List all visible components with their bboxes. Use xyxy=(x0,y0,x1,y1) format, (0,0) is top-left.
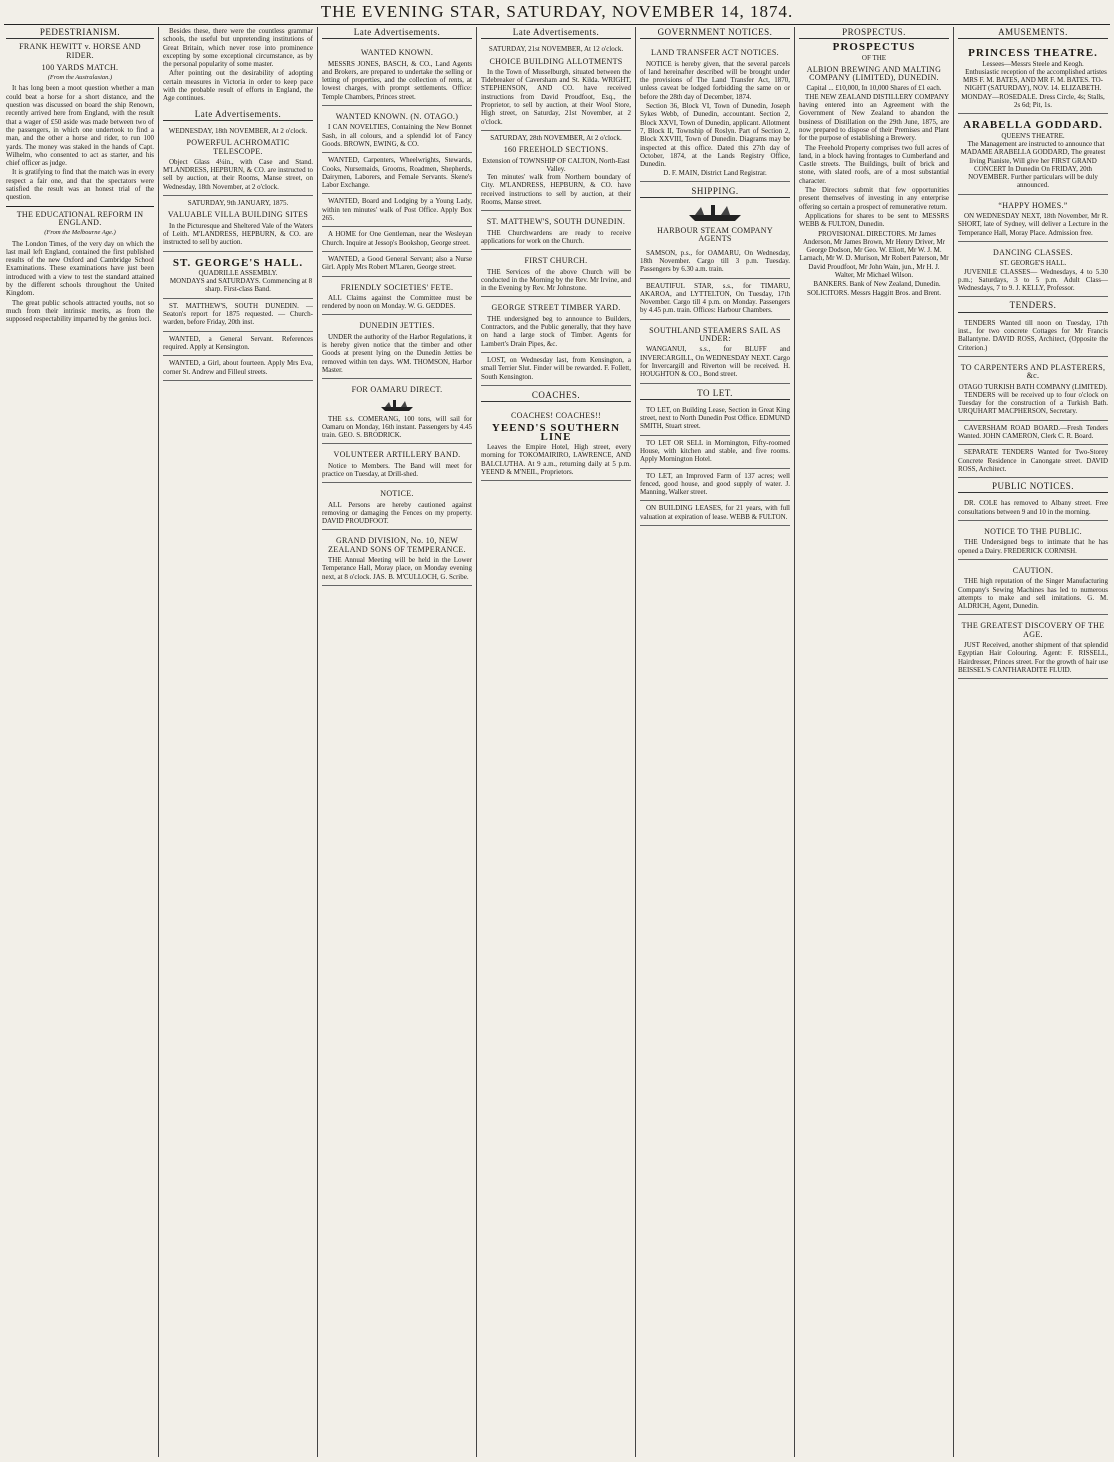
ad-body: UNDER the authority of the Harbor Regulations, it is hereby given notice that the timber and other Goods at present lying on the Dunedin Jetties be removed within ten days. WM. THOMSON, Harbor Master. xyxy=(322,332,472,374)
ad-title: GEORGE STREET TIMBER YARD. xyxy=(491,303,621,313)
ad-body: NOTICE is hereby given, that the several parcels of land hereinafter described will be brought under the provisions of The Land Transfer Act, 1870, unless caveat be lodged forbidding the same on or before the 28th day of December, 1874. xyxy=(640,59,790,101)
ad-body: TO LET, on Building Lease, Section in Great King street, next to North Dunedin Post Office. EDMUND SMITH, Stuart street. xyxy=(640,405,790,431)
advertisement xyxy=(958,316,1108,357)
directors-list: PROVISIONAL DIRECTORS. Mr James Anderson, Mr James Brown, Mr Henry Driver, Mr George Dodson, Mr Geo. W. Eliott, Mr W. J. M. Larnach, Mr W. D. Murison, Mr Robert Paterson, Mr David Proudfoot, Mr John Wain, jun., Mr H. J. Walter, Mr Michael Wilson. xyxy=(799,229,949,280)
ad-subtitle: Lessees—Messrs Steele and Keogh. xyxy=(982,59,1084,68)
ad-title: VOLUNTEER ARTILLERY BAND. xyxy=(333,450,461,460)
ad-title: “HAPPY HOMES.” xyxy=(998,200,1068,210)
ad-body: LOST, on Wednesday last, from Kensington, a small Terrier Slut. Finder will be rewarded. F. Follett, South Kensington. xyxy=(481,355,631,381)
section-heading: PROSPECTUS. xyxy=(799,27,949,39)
ad-title: WANTED KNOWN. xyxy=(360,48,434,58)
ad-body: Notice to Members. The Band will meet for practice on Tuesday, at Drill-shed. xyxy=(322,461,472,478)
advertisement xyxy=(640,501,790,526)
ad-title: PRINCESS THEATRE. xyxy=(968,47,1098,60)
advertisement xyxy=(640,279,790,320)
column-rule xyxy=(635,27,636,1457)
column-3 xyxy=(322,27,472,1457)
advertisement xyxy=(163,124,313,196)
ad-body: MESSRS JONES, BASCH, & CO., Land Agents and Brokers, are prepared to undertake the selling or letting of properties, and the collection of rents, at lowest charges, with prompt settlements. Office: Temple Chambers, Princes street. xyxy=(322,59,472,101)
advertisement xyxy=(958,114,1108,194)
advertisement xyxy=(958,42,1108,114)
advertisement xyxy=(481,42,631,131)
column-rule xyxy=(158,27,159,1457)
bankers-solicitors: BANKERS. Bank of New Zealand, Dunedin. SOLICITORS. Messrs Haggitt Bros. and Brent. xyxy=(806,280,942,297)
prospectus-of: OF THE xyxy=(861,53,887,62)
ad-body: WANTED, Carpenters, Wheelwrights, Stewards, Cooks, Nursemaids, Grooms, Roadmen, Shepherds, Dairymen, Laborers, and Female Servants. Skene's Labor Exchange. xyxy=(322,156,472,190)
advertisement xyxy=(481,405,631,481)
steamship-icon xyxy=(377,397,417,413)
ad-heading: SATURDAY, 9th JANUARY, 1875. xyxy=(187,199,289,208)
section-heading: GOVERNMENT NOTICES. xyxy=(640,27,790,39)
ad-title: FOR OAMARU DIRECT. xyxy=(351,385,443,395)
ad-title: NOTICE TO THE PUBLIC. xyxy=(984,527,1082,537)
advertisement xyxy=(640,42,790,181)
ad-body: Object Glass 4¼in., with Case and Stand. M'LANDRESS, HEPBURN, & CO. are instructed to sell by auction, at their Rooms, Manse street, on Wednesday, 18th November, at 2 o'clock. xyxy=(163,157,313,191)
column-2 xyxy=(163,27,313,1457)
advertisement xyxy=(322,106,472,153)
section-heading: AMUSEMENTS. xyxy=(958,27,1108,39)
ad-body: A HOME for One Gentleman, near the Wesleyan Church. Inquire at Jessop's Bookshop, George street. xyxy=(322,230,472,247)
ad-body: Leaves the Empire Hotel, High street, every morning for TOKOMAIRIRO, LAWRENCE, AND BALCLUTHA. At 9 a.m., returning daily at 5 p.m. YEEND & M'NEIL, Proprietors. xyxy=(481,442,631,476)
ad-body: THE Churchwardens are ready to receive applications for work on the Church. xyxy=(481,228,631,245)
ad-body: JUST Received, another shipment of that splendid Egyptian Hair Colouring. Agent: F. RISSELL, Hairdresser, Princes street. For the growth of hair use BEISSEL'S CANTHARADITE FLUID. xyxy=(958,641,1108,674)
ad-body: SEPARATE TENDERS Wanted for Two-Storey Concrete Residence in Canongate street. DAVID ROSS, Architect. xyxy=(958,448,1108,473)
advertisement xyxy=(163,252,313,299)
ad-body: THE s.s. COMERANG, 100 tons, will sail for Oamaru on Monday, 16th instant. Passengers by 4.45 train. GEO. S. BRODRICK. xyxy=(322,414,472,440)
ad-body: ST. MATTHEW'S, SOUTH DUNEDIN. — Seaton's report for 1875 requested. — Church-warden, before Friday, 20th inst. xyxy=(163,301,313,327)
ad-body: TO LET OR SELL in Mornington, Fifty-roomed House, with kitchen and stable, and five rooms. Apply Mornington Hotel. xyxy=(640,438,790,464)
section-heading: PEDESTRIANISM. xyxy=(6,27,154,39)
advertisement xyxy=(958,521,1108,560)
ad-title: GRAND DIVISION, No. 10, NEW ZEALAND SONS OF TEMPERANCE. xyxy=(328,536,466,554)
ad-body: The Management are instructed to announce that MADAME ARABELLA GODDARD, The greatest living Pianiste, Will give her FIRST GRAND CONCERT In Dunedin On FRIDAY, 20th NOVEMBER. Further particulars will be duly announced. xyxy=(960,139,1106,190)
ad-body: THE high reputation of the Singer Manufacturing Company's Sewing Machines has led to numerous attempts to make and sell imitations. G. M. ALDRICH, Agent, Dunedin. xyxy=(958,577,1108,611)
prospectus-paragraph: Applications for shares to be sent to MESSRS WEBB & FULTON, Dunedin. xyxy=(799,211,949,229)
advertisement xyxy=(958,445,1108,478)
ad-title: 160 FREEHOLD SECTIONS. xyxy=(503,145,609,155)
ad-title: HARBOUR STEAM COMPANY AGENTS xyxy=(657,226,773,244)
advertisement xyxy=(322,444,472,483)
ad-body: Section 36, Block VI, Town of Dunedin, Joseph Sykes Webb, of Dunedin, accountant. Section 2, Block XXVI, Town of Dunedin, applicant. Allotment 7, Block II, Township of Roslyn. Part of Section 2, Block XXVIII, Town of Dunedin. Diagrams may be inspected at this office. Dated this 27th day of October, 1874, at the Lands Registry Office, Dunedin. xyxy=(640,102,790,169)
advertisement xyxy=(958,357,1108,421)
ad-title: NOTICE. xyxy=(380,489,414,499)
ad-title: ARABELLA GODDARD. xyxy=(963,119,1103,132)
article-paragraph: After pointing out the desirability of adopting certain measures in Victoria in order to keep pace with the probable result of efforts in England, the Age continues. xyxy=(163,69,313,103)
company-name: ALBION BREWING AND MALTING COMPANY (LIMITED), DUNEDIN. xyxy=(806,64,942,83)
advertisement xyxy=(322,530,472,585)
article-subtitle: 100 YARDS MATCH. xyxy=(41,62,119,72)
ad-body: TENDERS Wanted till noon on Tuesday, 17th inst., for two concrete Cottages for Mr Francis Ballantyne. DAVID ROSS, Architect, (Opposite the Criterion.) xyxy=(958,318,1108,352)
ad-body: THE undersigned beg to announce to Builders, Contractors, and the Public generally, that they have on hand a large stock of Timber. Agents for Lambert's Drain Pipes, &c. xyxy=(481,314,631,348)
ad-body: ON WEDNESDAY NEXT, 18th November, Mr R. SHORT, late of Sydney, will deliver a Lecture in the Temperance Hall, Moray Place. Admission free. xyxy=(958,212,1108,237)
ad-subtitle: QUEEN'S THEATRE. xyxy=(1001,131,1065,140)
section-heading: Late Advertisements. xyxy=(322,27,472,39)
ad-body: BEAUTIFUL STAR, s.s., for TIMARU, AKAROA, and LYTTELTON, On Tuesday, 17th November. Cargo till 4 p.m. on Monday. Passengers by 4.45 p.m. train. Offices: Harbour Chambers. xyxy=(640,281,790,315)
advertisement xyxy=(958,195,1108,242)
article-paragraph: The London Times, of the very day on which the last mail left England, contained the first published results of the new Oxford and Cambridge School Examinations. These examinations have just been introduced with a view to test the standard attained by the different schools throughout the United Kingdom. xyxy=(6,239,154,298)
advertisement xyxy=(640,403,790,436)
ad-body: WANTED, a Girl, about fourteen. Apply Mrs Eva, corner St. Andrew and Filleul streets. xyxy=(163,359,313,376)
ad-body: WANTED, a General Servant. References required. Apply at Kensington. xyxy=(163,334,313,351)
prospectus-paragraph: The Freehold Property comprises two full acres of land, in a block having frontages to Cumberland and Castle streets. The Buildings, built of brick and stone, with slated roofs, are of a most substantial character. xyxy=(799,143,949,185)
ad-title: ST. GEORGE'S HALL. xyxy=(172,256,304,269)
ad-title: THE GREATEST DISCOVERY OF THE AGE. xyxy=(961,621,1105,639)
prospectus-title: PROSPECTUS xyxy=(832,41,916,54)
advertisement xyxy=(481,250,631,297)
ad-heading: SATURDAY, 28th NOVEMBER, At 2 o'clock. xyxy=(490,133,622,142)
ad-body: ALL Persons are hereby cautioned against removing or damaging the Fences on my property. DAVID PROUDFOOT. xyxy=(322,500,472,526)
advertisement xyxy=(958,242,1108,297)
ad-title: FIRST CHURCH. xyxy=(524,256,588,266)
ad-title: ST. MATTHEW'S, SOUTH DUNEDIN. xyxy=(486,217,626,227)
article-source: (From the Melbourne Age.) xyxy=(44,229,116,237)
advertisement xyxy=(163,196,313,251)
ad-body: In the Town of Musselburgh, situated between the Tidebreaker of Caversham and St. Kilda. WRIGHT, STEPHENSON, AND CO. have received instructions from David Proudfoot, Esq., the Proprietor, to sell by auction, at their Wool Store, High street, on Saturday, 21st November, at 2 o'clock. xyxy=(481,67,631,126)
ad-title: YEEND'S SOUTHERN LINE xyxy=(491,422,621,443)
article-paragraph: Besides these, there were the countless grammar schools, the useful but unpretending institutions of Great Britain, which never rose into prominence excepting by some exceptional circumstance, as by the personal popularity of some master. xyxy=(163,27,313,69)
ad-body: MONDAYS and SATURDAYS. Commencing at 8 sharp. First-class Band. xyxy=(169,277,313,294)
article-paragraph: It has long been a moot question whether a man could beat a horse for a short distance, and the question was discussed on board the ship Renown, recently arrived here from England, with the result that a wager of £50 aside was made between two of the passengers, in which one undertook to find a man, and the other a horse and rider, to run 100 yards. The money was staked in the hands of Capt. Wilhelm, who consented to act as starter, and his chief officer as judge. xyxy=(6,84,154,168)
ad-body: ON BUILDING LEASES, for 21 years, with full valuation at expiration of lease. WEBB & FULTON. xyxy=(640,504,790,521)
ad-body: In the Picturesque and Sheltered Vale of the Waters of Leith. M'LANDRESS, HEPBURN, & CO. are instructed to sell by auction. xyxy=(163,221,313,247)
advertisement xyxy=(163,356,313,381)
section-heading: Late Advertisements. xyxy=(163,109,313,121)
divider xyxy=(6,206,154,207)
ad-subtitle: ST. GEORGE'S HALL. xyxy=(999,259,1067,268)
masthead: THE EVENING STAR, SATURDAY, NOVEMBER 14, 1874. xyxy=(320,2,794,21)
ad-title: DUNEDIN JETTIES. xyxy=(359,321,435,331)
advertisement xyxy=(322,227,472,252)
advertisement xyxy=(958,421,1108,446)
article-paragraph: The great public schools attracted youths, not so much from their intrinsic merits, as from the supposed respectability imparted by the genius loci. xyxy=(6,298,154,324)
article-title: THE EDUCATIONAL REFORM IN ENGLAND. xyxy=(16,209,144,227)
advertisement xyxy=(640,469,790,502)
advertisement xyxy=(322,379,472,444)
ad-body: DR. COLE has removed to Albany street. Free consultations between 9 and 10 in the morning. xyxy=(958,499,1108,516)
advertisement xyxy=(640,436,790,469)
ad-signature: D. F. MAIN, District Land Registrar. xyxy=(663,169,767,178)
ad-body: WANTED, a Good General Servant; also a Nurse Girl. Apply Mrs Robert M'Laren, George street. xyxy=(322,254,472,272)
ad-title: CHOICE BUILDING ALLOTMENTS xyxy=(489,56,623,66)
ad-body: SAMSON, p.s., for OAMARU, On Wednesday, 18th November. Cargo till 3 p.m. Tuesday. Passengers by 6.30 a.m. train. xyxy=(640,248,790,274)
ad-body: WANTED, Board and Lodging by a Young Lady, within ten minutes' walk of Post Office. Apply Box 265. xyxy=(322,197,472,223)
column-rule xyxy=(317,27,318,1457)
column-7 xyxy=(958,27,1108,1457)
ad-heading: WEDNESDAY, 18th NOVEMBER, At 2 o'clock. xyxy=(168,126,308,135)
capital-line: Capital ... £10,000, In 10,000 Shares of £1 each. xyxy=(806,84,942,93)
ad-title: CAUTION. xyxy=(1012,565,1054,575)
prospectus-paragraph: THE NEW ZEALAND DISTILLERY COMPANY having entered into an Agreement with the Government of New Zealand to abandon the business of Distillation on the 29th June, 1875, are now prepared to dispose of their Premises and Plant for the purpose of establishing a Brewery. xyxy=(799,92,949,143)
ad-title: WANTED KNOWN. (N. OTAGO.) xyxy=(335,112,459,122)
ad-title: DANCING CLASSES. xyxy=(993,247,1073,257)
ad-heading: SATURDAY, 21st NOVEMBER, At 12 o'clock. xyxy=(488,45,624,54)
ad-title: LAND TRANSFER ACT NOTICES. xyxy=(651,48,779,58)
article-source: (From the Australasian.) xyxy=(47,74,113,82)
section-heading: Late Advertisements. xyxy=(481,27,631,39)
section-heading: PUBLIC NOTICES. xyxy=(958,481,1108,493)
ad-body: JUVENILE CLASSES— Wednesdays, 4 to 5.30 p.m.; Saturdays, 3 to 5 p.m. Adult Class—Wednesdays, 7 to 9. J. KELLY, Professor. xyxy=(958,267,1108,293)
ad-body: ALL Claims against the Committee must be rendered by noon on Monday. W. G. GEDDES. xyxy=(322,293,472,311)
ad-body: THE Services of the above Church will be conducted in the Morning by the Rev. Mr Irvine, and in the Evening by Rev. Mr Johnstone. xyxy=(481,267,631,293)
ad-title: POWERFUL ACHROMATIC TELESCOPE. xyxy=(186,138,290,156)
column-4 xyxy=(481,27,631,1457)
ad-body: THE Annual Meeting will be held in the Lower Temperance Hall, Moray place, on Monday evening next, at 8 o'clock. JAS. B. M'CULLOCH, G. Scribe. xyxy=(322,556,472,581)
ad-subtitle: OTAGO TURKISH BATH COMPANY (LIMITED). xyxy=(958,382,1108,391)
advertisement xyxy=(322,315,472,379)
advertisement xyxy=(322,194,472,227)
ad-body: THE Undersigned begs to intimate that he has opened a Dairy. FREDERICK CORNISH. xyxy=(958,538,1108,555)
ad-title: TO CARPENTERS AND PLASTERERS, &c. xyxy=(960,362,1106,381)
steamship-icon xyxy=(685,201,745,223)
ad-subtitle: Extension of TOWNSHIP OF CALTON, North-East Valley. xyxy=(482,156,630,173)
ad-body: TENDERS will be received up to four o'clock on Tuesday for the construction of a Turkish Bath. URQUHART MACPHERSON, Secretary. xyxy=(958,390,1108,416)
ad-body: TO LET, an Improved Farm of 137 acres; well fenced, good house, and good supply of water. J. Manning, Walker street. xyxy=(640,471,790,497)
section-heading: SHIPPING. xyxy=(640,186,790,198)
section-heading: TENDERS. xyxy=(958,300,1108,312)
column-1 xyxy=(6,27,154,1457)
advertisement xyxy=(481,297,631,352)
advertisement xyxy=(481,211,631,250)
column-rule xyxy=(953,27,954,1457)
column-6 xyxy=(799,27,949,1457)
advertisement xyxy=(640,320,790,384)
column-5 xyxy=(640,27,790,1457)
advertisement xyxy=(481,353,631,386)
advertisement xyxy=(958,615,1108,679)
advertisement xyxy=(322,153,472,194)
advertisement xyxy=(481,131,631,211)
advertisement xyxy=(322,42,472,106)
ad-body: Enthusiastic reception of the accomplished artistes MRS F. M. BATES, AND MR F. M. BATES. TO-NIGHT (SATURDAY), NOV. 14. ELIZABETH. MONDAY—ROSEDALE. Dress Circle, 4s; Stalls, 2s 6d; Pit, 1s. xyxy=(961,67,1107,110)
advertisement xyxy=(163,299,313,332)
ad-body: Ten minutes' walk from Northern boundary of City. M'LANDRESS, HEPBURN, & CO. have received instructions to sell by auction, at their Rooms, Manse street. xyxy=(481,173,631,207)
ad-title: SOUTHLAND STEAMERS SAIL AS UNDER: xyxy=(649,325,781,344)
advertisement xyxy=(322,277,472,316)
advertisement xyxy=(322,483,472,530)
advertisement xyxy=(958,560,1108,615)
advertisement xyxy=(163,332,313,357)
article-paragraph: It is gratifying to find that the match was in every respect a fair one, and that the spectators were satisfied the result was an honest trial of the question. xyxy=(6,168,154,202)
advertisement xyxy=(958,496,1108,521)
column-rule xyxy=(794,27,795,1457)
ad-title: COACHES! COACHES!! xyxy=(510,411,602,421)
ad-body: I CAN NOVELTIES, Containing the New Bonnet Sash, in all colours, and a splendid lot of Fancy Goods. BROWN, EWING, & CO. xyxy=(322,123,472,148)
advertisement xyxy=(322,252,472,277)
article-title: FRANK HEWITT v. HORSE AND RIDER. xyxy=(19,42,141,60)
prospectus-paragraph: The Directors submit that few opportunities present themselves of investing in any enterprise offering so certain a prospect of remunerative return. xyxy=(799,186,949,211)
ad-subtitle: QUADRILLE ASSEMBLY. xyxy=(198,268,278,277)
ad-body: CAVERSHAM ROAD BOARD.—Fresh Tenders Wanted. JOHN CAMERON, Clerk C. R. Board. xyxy=(958,423,1108,440)
ad-body: WANGANUI, s.s., for BLUFF and INVERCARGILL, On WEDNESDAY NEXT. Cargo for Invercargill and Riverton will be received. H. HOUGHTON & CO., Bond street. xyxy=(640,345,790,379)
ad-title: VALUABLE VILLA BUILDING SITES xyxy=(167,210,309,220)
column-rule xyxy=(476,27,477,1457)
section-heading: TO LET. xyxy=(640,388,790,400)
ad-title: FRIENDLY SOCIETIES' FETE. xyxy=(340,282,454,292)
masthead-rule xyxy=(4,24,1110,25)
advertisement xyxy=(640,246,790,279)
section-heading: COACHES. xyxy=(481,390,631,402)
